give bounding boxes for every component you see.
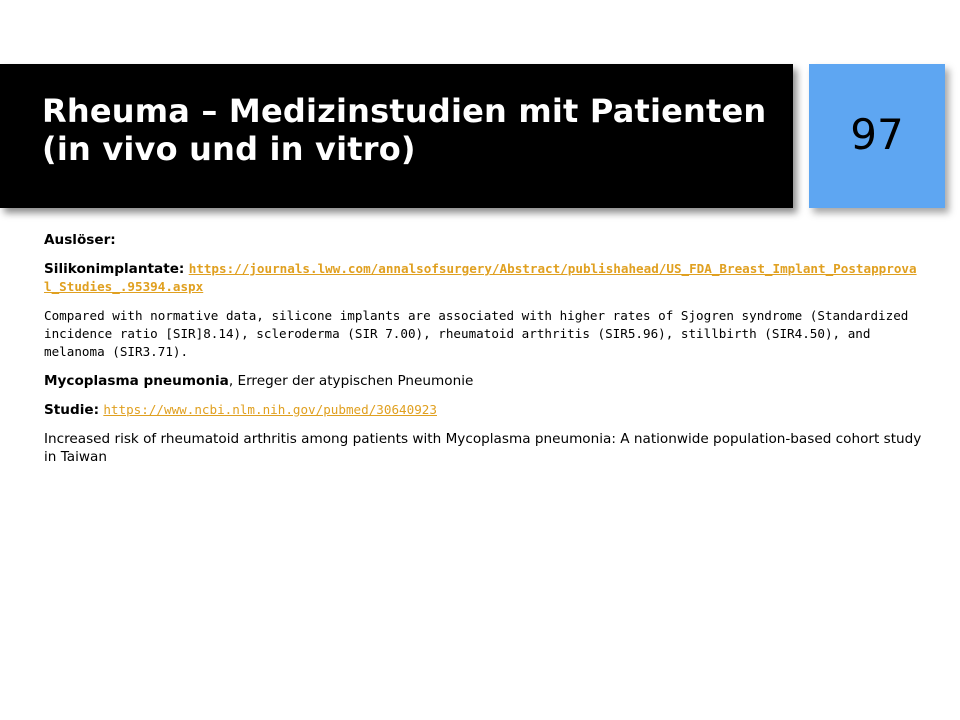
page-number: 97 [850,110,904,159]
study-label: Studie: [44,402,100,418]
implants-paragraph [44,260,924,296]
slide-content [44,231,924,477]
trigger-heading: Auslöser: [44,232,116,248]
study-summary: Increased risk of rheumatoid arthritis among patients with Mycoplasma pneumonia: A nationwide population-based cohort study in Taiwan [44,431,922,465]
title-bar [0,64,793,208]
study-paragraph [44,401,924,419]
slide-title: Rheuma – Medizinstudien mit Patienten (in vivo und in vitro) [42,92,767,168]
implants-study-link[interactable]: https://journals.lww.com/annalsofsurgery/Abstract/publishahead/US_FDA_Breast_Implant_Postapproval_Studies_.95394.aspx [44,261,917,294]
mycoplasma-paragraph [44,372,924,390]
mycoplasma-description: , Erreger der atypischen Pneumonie [228,373,474,389]
implants-label: Silikonimplantate: [44,261,185,277]
pubmed-study-link[interactable]: https://www.ncbi.nlm.nih.gov/pubmed/30640923 [103,402,437,417]
implants-summary-text: Compared with normative data, silicone implants are associated with higher rates of Sjogren syndrome (Standardized incidence ratio [SIR]8.14), scleroderma (SIR 7.00), rheumatoid arthritis (SIR5.96), stillbirth (SIR4.50), and melanoma (SIR3.71). [44,308,909,359]
page-number-box [809,64,945,208]
mycoplasma-name: Mycoplasma pneumonia [44,373,229,389]
implants-summary [44,307,924,361]
